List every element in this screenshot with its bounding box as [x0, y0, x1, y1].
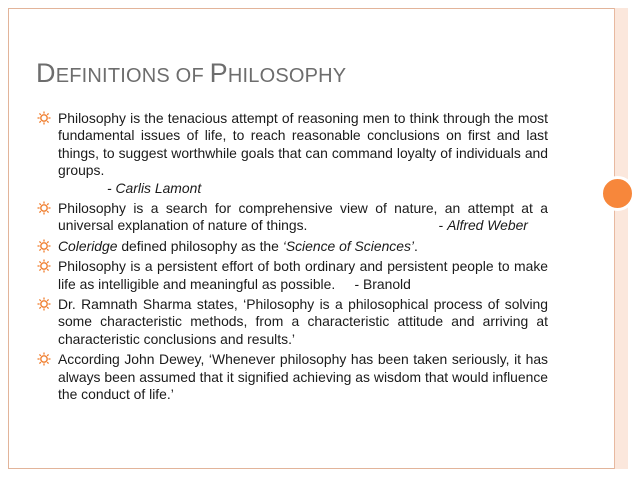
title-cap-d: D: [36, 58, 56, 88]
sun-bullet-icon: [37, 201, 51, 215]
sun-bullet-icon: [37, 259, 51, 273]
item-attribution: - Carlis Lamont: [107, 179, 202, 196]
sun-bullet-icon: [37, 297, 51, 311]
item-text: Dr. Ramnath Sharma states, ‘Philosophy is a philosophical process of solving some characteristic methods, from a characteristic attitude and arriving at characteristic conclusions and results.’: [58, 296, 548, 347]
item-text: defined philosophy as the: [117, 237, 283, 254]
sun-bullet-icon: [37, 239, 51, 253]
sun-bullet-icon: [37, 111, 51, 125]
list-item: [36, 110, 548, 197]
definitions-list: [36, 110, 552, 407]
item-text: Philosophy is the tenacious attempt of reasoning men to think through the most fundamental issues of life, to reach reasonable conclusions on first and last things, to suggest worthwhile goals that can command loyalty of individuals and groups.: [58, 110, 548, 179]
item-end: .: [414, 237, 418, 254]
right-accent-band: [615, 8, 628, 469]
list-item: [36, 200, 552, 235]
title-part-1: EFINITIONS OF: [55, 65, 210, 87]
item-text: Philosophy is a search for comprehensive view of nature, an attempt at a universal explanation of nature of things. -: [58, 200, 552, 234]
slide-title: [36, 58, 346, 89]
item-lead: Coleridge: [58, 237, 118, 254]
list-item: [36, 238, 548, 255]
item-attribution: Alfred Weber: [447, 217, 528, 234]
list-item: [36, 258, 552, 293]
item-quote: ‘Science of Sciences’: [282, 237, 414, 254]
title-part-2: HILOSOPHY: [227, 65, 347, 87]
list-item: [36, 351, 548, 403]
accent-circle: [600, 176, 635, 211]
title-cap-p: P: [209, 58, 228, 88]
list-item: [36, 296, 548, 348]
item-text: According John Dewey, ‘Whenever philosophy has been taken seriously, it has always been assumed that it signified achieving as wisdom that would influence the conduct of life.’: [58, 351, 548, 403]
sun-bullet-icon: [37, 352, 51, 366]
item-text: Philosophy is a persistent effort of both ordinary and persistent people to make life as intelligible and meaningful as possible. - Branold: [58, 258, 552, 292]
